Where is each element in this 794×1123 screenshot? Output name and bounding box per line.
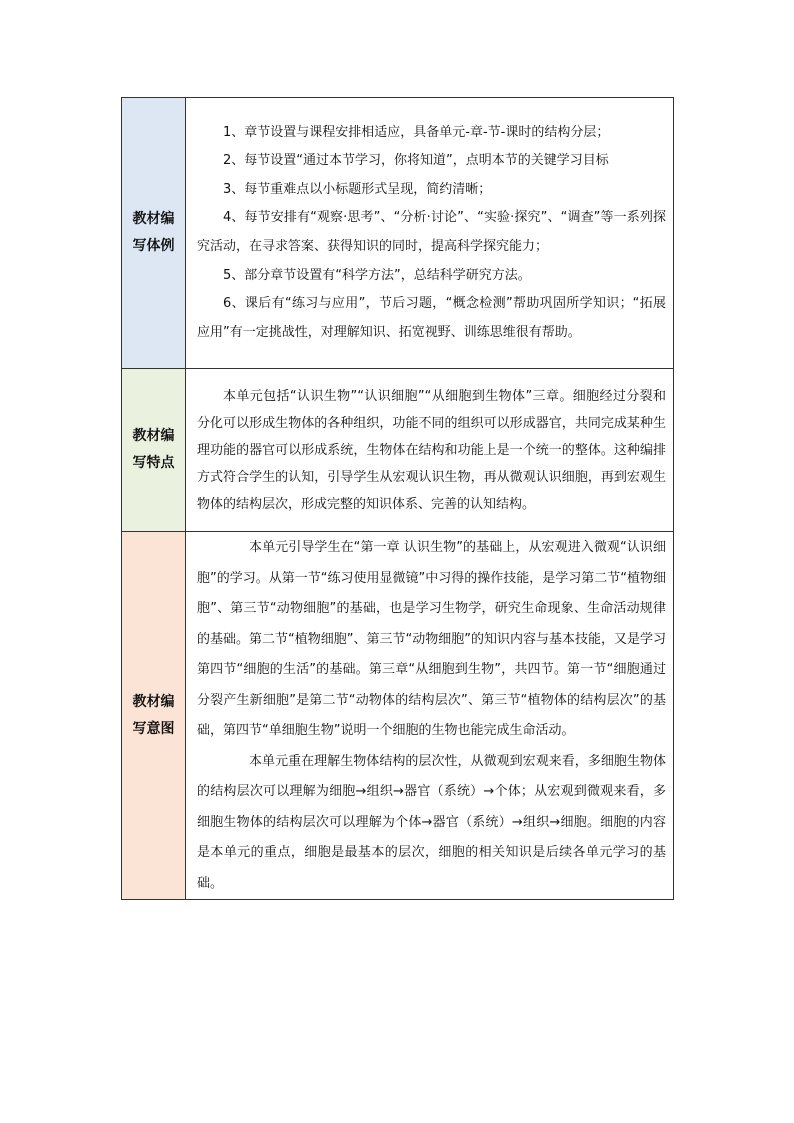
row-content <box>186 369 674 532</box>
paragraph: 2、每节设置“通过本节学习，你将知道”，点明本节的关键学习目标 <box>223 153 609 169</box>
paragraph: 6、课后有“练习与应用”，节后习题，“概念检测”帮助巩固所学知识；“拓展应用”有一定挑战性，对理解知识、拓宽视野、训练思维很有帮助。 <box>197 296 666 340</box>
label-line: 写特点 <box>132 455 175 471</box>
row-writing-intent <box>122 532 674 900</box>
paragraph: 1、章节设置与课程安排相适应，具备单元-章-节-课时的结构分层； <box>223 124 610 140</box>
row-label <box>122 532 186 900</box>
paragraph: 4、每节安排有“观察·思考”、“分析·讨论”、“实验·探究”、“调查”等一系列探究活动，在寻求答案、获得知识的同时，提高科学探究能力； <box>197 210 666 254</box>
row-writing-format <box>122 98 674 369</box>
paragraph: 5、部分章节设置有“科学方法”，总结科学研究方法。 <box>223 267 531 283</box>
row-label <box>122 98 186 369</box>
paragraph: 3、每节重难点以小标题形式呈现，简约清晰； <box>223 181 492 197</box>
textbook-analysis-table <box>121 97 674 900</box>
paragraph: 本单元引导学生在“第一章 认识生物”的基础上，从宏观进入微观“认识细胞”的学习。从第一节“练习使用显微镜”中习得的操作技能，是学习第二节“植物细胞”、第三节“动物细胞”的基础，也是学习生物学，研究生命现象、生命活动规律的基础。第二节“植物细胞”、第三节“动物细胞”的知识内容与基本技能，又是学习第四节“细胞的生活”的基础。第三章“从细胞到生物”，共四节。第一节“细胞通过分裂产生新细胞”是第二节“动物体的结构层次”、第三节“植物体的结构层次”的基础，第四节“单细胞生物”说明一个细胞的生物也能完成生命活动。 <box>197 540 666 738</box>
label-line: 写体例 <box>132 238 175 254</box>
label-line: 教材编 <box>132 693 175 710</box>
row-content <box>186 532 674 900</box>
row-label <box>122 369 186 532</box>
label-line: 教材编 <box>132 428 175 444</box>
row-writing-features <box>122 369 674 532</box>
paragraph: 本单元重在理解生物体结构的层次性，从微观到宏观来看，多细胞生物体的结构层次可以理解为细胞→组织→器官（系统）→个体；从宏观到微观来看，多细胞生物体的结构层次可以理解为个体→器官（系统）→组织→细胞。细胞的内容是本单元的重点，细胞是最基本的层次，细胞的相关知识是后续各单元学习的基础。 <box>197 753 666 891</box>
row-content <box>186 98 674 369</box>
label-line: 写意图 <box>132 720 175 737</box>
label-line: 教材编 <box>132 211 175 227</box>
paragraph: 本单元包括“认识生物”“认识细胞”“从细胞到生物体”三章。细胞经过分裂和分化可以形成生物体的各种组织，功能不同的组织可以形成器官，共同完成某种生理功能的器官可以形成系统，生物体在结构和功能上是一个统一的整体。这种编排方式符合学生的认知，引导学生从宏观认识生物，再从微观认识细胞，再到宏观生物体的结构层次，形成完整的知识体系、完善的认知结构。 <box>197 389 666 512</box>
